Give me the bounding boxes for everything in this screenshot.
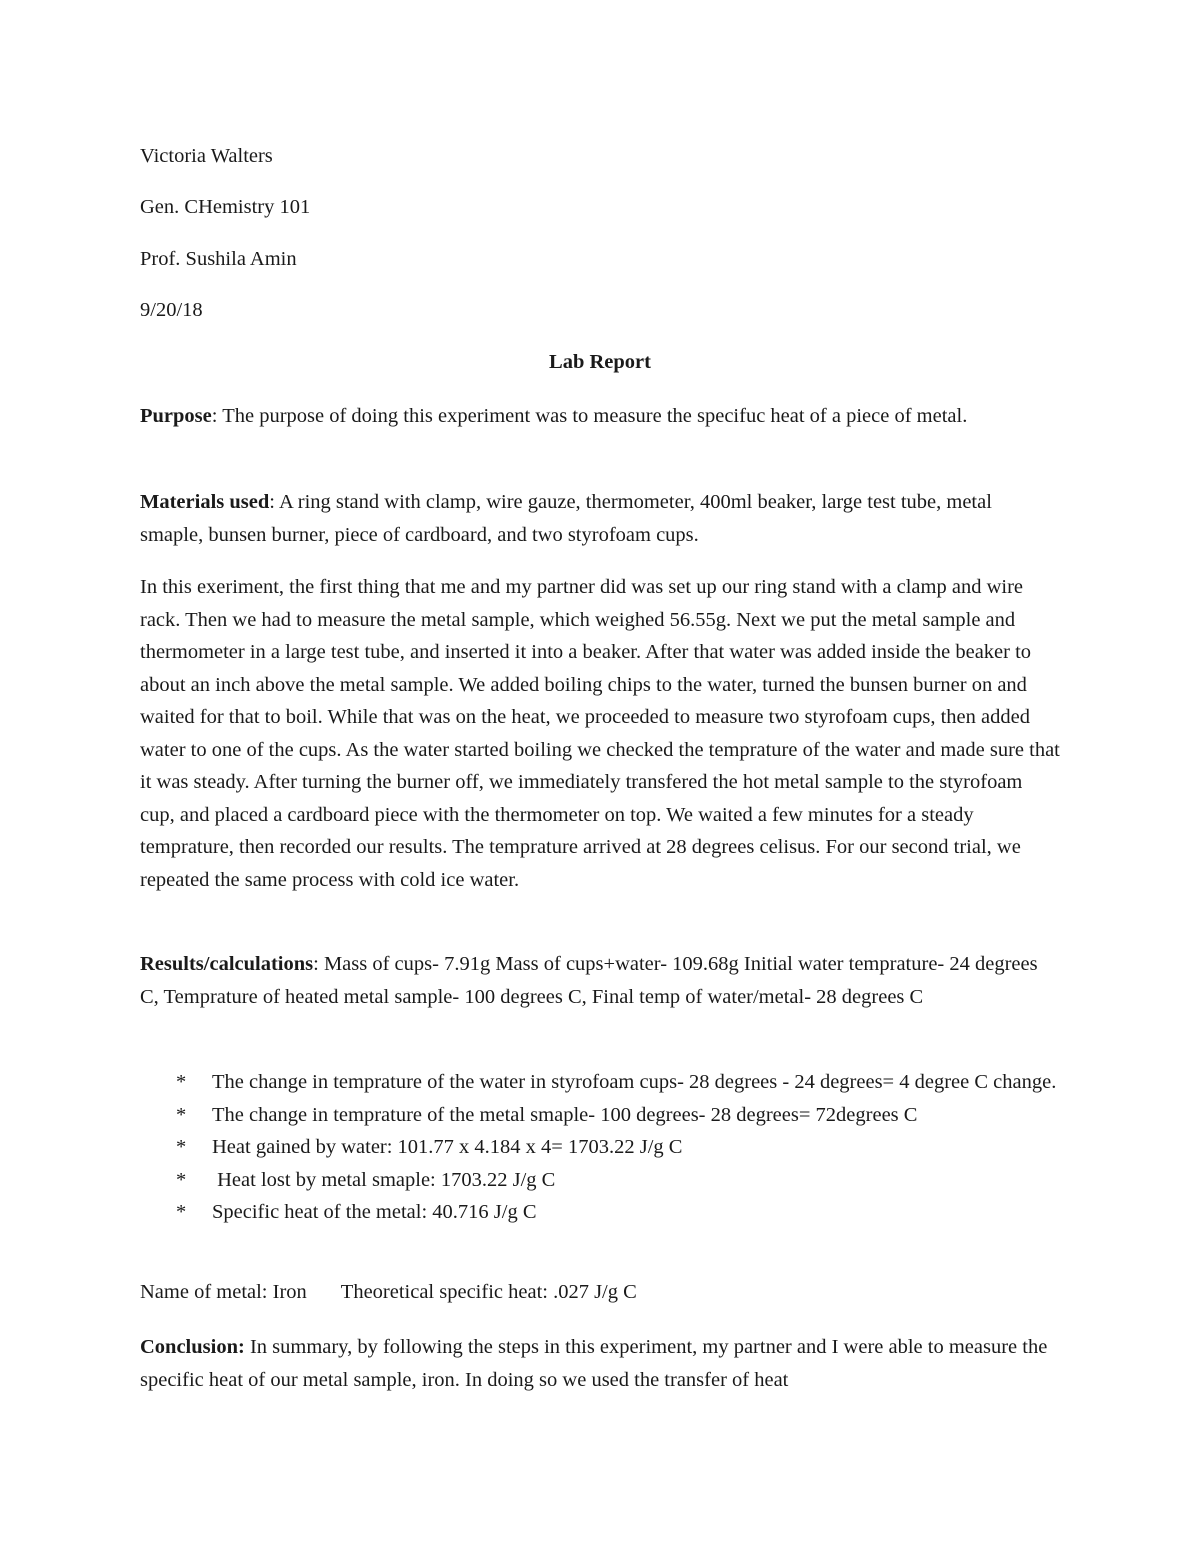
professor-name: Prof. Sushila Amin	[140, 248, 297, 270]
list-item	[140, 1099, 1060, 1132]
purpose-label: Purpose	[140, 405, 212, 427]
list-item	[140, 1196, 1060, 1229]
results-label: Results/calculations	[140, 953, 314, 975]
bullet-star-icon: *	[176, 1071, 187, 1093]
conclusion-section	[140, 1331, 1060, 1396]
report-date: 9/20/18	[140, 299, 203, 321]
bullet-star-icon: *	[176, 1136, 187, 1158]
procedure-paragraph: In this exeriment, the first thing that me and my partner did was set up our ring stand with a clamp and wire rack. Then we had to measure the metal sample, which weighed 56.55g. Next we put the metal sample and thermometer in a large test tube, and inserted it into a beaker. After that water was added inside the beaker to about an inch above the metal sample. We added boiling chips to the water, turned the bunsen burner on and waited for that to boil. While that was on the heat, we proceeded to measure two styrofoam cups, then added water to one of the cups. As the water started boiling we checked the temprature of the water and made sure that it was steady. After turning the burner off, we immediately transfered the hot metal sample to the styrofoam cup, and placed a cardboard piece with the thermometer on top. We waited a few minutes for a steady temprature, then recorded our results. The temprature arrived at 28 degrees celisus. For our second trial, we repeated the same process with cold ice water.	[140, 576, 1060, 891]
student-name: Victoria Walters	[140, 145, 273, 167]
conclusion-text: In summary, by following the steps in this experiment, my partner and I were able to measure the specific heat of our metal sample, iron. In doing so we used the transfer of heat	[140, 1336, 1048, 1391]
list-item	[140, 1131, 1060, 1164]
calculation-list	[140, 1066, 1060, 1229]
purpose-section	[140, 400, 1060, 433]
metal-info-line	[140, 1282, 637, 1303]
materials-text: : A ring stand with clamp, wire gauze, thermometer, 400ml beaker, large test tube, metal smaple, bunsen burner, piece of cardboard, and two styrofoam cups.	[140, 491, 992, 546]
course-name: Gen. CHemistry 101	[140, 196, 311, 218]
list-item	[140, 1066, 1060, 1099]
list-item-text: The change in temprature of the water in styrofoam cups- 28 degrees - 24 degrees= 4 degree C change.	[212, 1071, 1057, 1093]
materials-label: Materials used	[140, 491, 270, 513]
bullet-star-icon: *	[176, 1201, 187, 1223]
list-item-text: Specific heat of the metal: 40.716 J/g C	[212, 1201, 537, 1223]
report-title: Lab Report	[549, 351, 651, 373]
metal-name: Name of metal: Iron	[140, 1281, 307, 1303]
theoretical-specific-heat: Theoretical specific heat: .027 J/g C	[340, 1281, 637, 1303]
list-item-text: Heat gained by water: 101.77 x 4.184 x 4= 1703.22 J/g C	[212, 1136, 683, 1158]
bullet-star-icon: *	[176, 1168, 187, 1191]
list-item-text: Heat lost by metal smaple: 1703.22 J/g C	[212, 1168, 556, 1191]
list-item	[140, 1164, 1060, 1197]
bullet-star-icon: *	[176, 1103, 187, 1126]
materials-section	[140, 486, 1060, 551]
conclusion-label: Conclusion:	[140, 1336, 245, 1358]
results-text: : Mass of cups- 7.91g Mass of cups+water- 109.68g Initial water temprature- 24 degrees C, Temprature of heated metal sample- 100 degrees C, Final temp of water/metal- 28 degrees C	[140, 953, 1038, 1008]
purpose-text: : The purpose of doing this experiment was to measure the specifuc heat of a piece of metal.	[211, 405, 968, 427]
results-section	[140, 948, 1060, 1013]
list-item-text: The change in temprature of the metal smaple- 100 degrees- 28 degrees= 72degrees C	[212, 1103, 918, 1126]
